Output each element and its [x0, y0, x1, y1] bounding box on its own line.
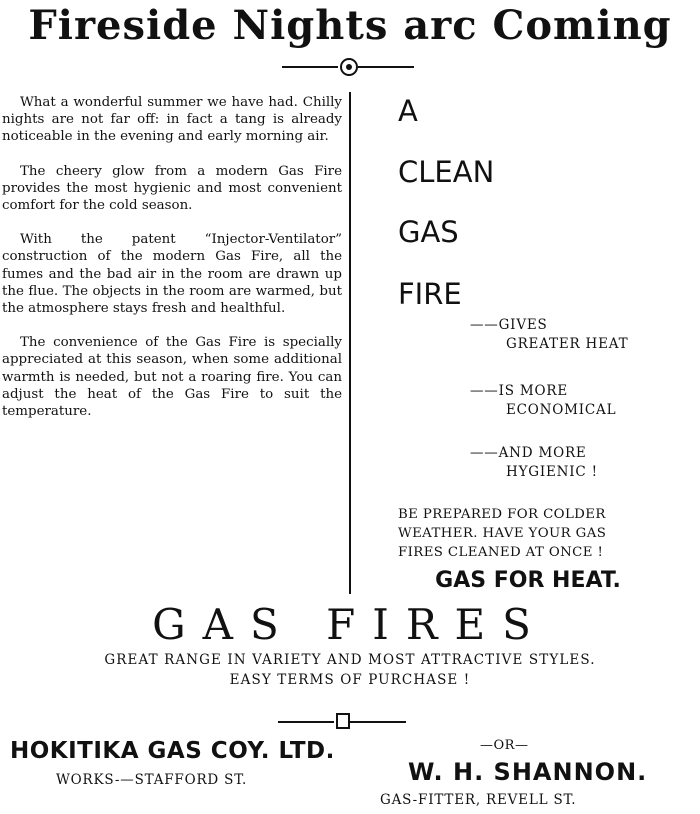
big-word-clean: CLEAN: [398, 155, 495, 189]
column-divider: [349, 92, 351, 594]
circle-ornament-icon: [340, 58, 358, 76]
big-word-gas: GAS: [398, 215, 459, 249]
headline: Fireside Nights arc Coming: [28, 2, 672, 49]
bottom-ornament-divider: [278, 712, 406, 732]
feature-line: GREATER HEAT: [506, 336, 629, 352]
body-paragraph-3: With the patent “Injector-Ventilator” construction of the modern Gas Fire, all the fumes and the bad air in the room are drawn up the flue. The objects in the room are warmed, but the atmosphere stays fresh and healthful.: [2, 232, 342, 317]
feature-line: ——IS MORE: [470, 383, 568, 399]
top-ornament-divider: [282, 56, 414, 76]
feature-line: ECONOMICAL: [506, 402, 617, 418]
fitter-name: W. H. SHANNON.: [408, 758, 648, 786]
prepared-notice: [398, 505, 698, 562]
body-paragraph-2: The cheery glow from a modern Gas Fire provides the most hygienic and most convenient comfort for the cold season.: [2, 163, 342, 214]
body-paragraph-1: What a wonderful summer we have had. Chilly nights are not far off: in fact a tang is already noticeable in the evening and early morning air.: [2, 95, 342, 145]
company-name: HOKITIKA GAS COY. LTD.: [10, 738, 335, 764]
divider-line-left: [278, 721, 334, 723]
gas-for-heat-slogan: GAS FOR HEAT.: [435, 568, 621, 593]
or-separator: —OR—: [480, 738, 529, 753]
feature-line: ——GIVES: [470, 317, 548, 333]
body-paragraph-4: The convenience of the Gas Fire is specially appreciated at this season, when some additional warmth is needed, but not a roaring fire. You can adjust the heat of the Gas Fire to suit the temperature.: [2, 335, 342, 420]
range-line-2: EASY TERMS OF PURCHASE !: [229, 672, 471, 688]
big-word-a: A: [398, 94, 418, 128]
body-text-column: [2, 94, 342, 437]
divider-line-right: [348, 721, 406, 723]
works-address: WORKS-—STAFFORD ST.: [56, 772, 248, 788]
feature-greater-heat: [470, 316, 628, 354]
range-text: [0, 650, 700, 690]
prepared-line: BE PREPARED FOR COLDER: [398, 507, 606, 522]
big-word-fire: FIRE: [398, 277, 462, 311]
feature-hygienic: [470, 444, 598, 482]
gas-fires-heading: GAS FIRES: [152, 600, 548, 649]
prepared-line: WEATHER. HAVE YOUR GAS: [398, 526, 607, 541]
feature-line: ——AND MORE: [470, 445, 587, 461]
feature-economical: [470, 382, 616, 420]
fitter-address: GAS-FITTER, REVELL ST.: [380, 792, 577, 808]
range-line-1: GREAT RANGE IN VARIETY AND MOST ATTRACTIVE STYLES.: [104, 652, 596, 668]
divider-line-left: [282, 66, 338, 68]
feature-line: HYGIENIC !: [506, 464, 598, 480]
divider-line-right: [358, 66, 414, 68]
prepared-line: FIRES CLEANED AT ONCE !: [398, 545, 604, 560]
